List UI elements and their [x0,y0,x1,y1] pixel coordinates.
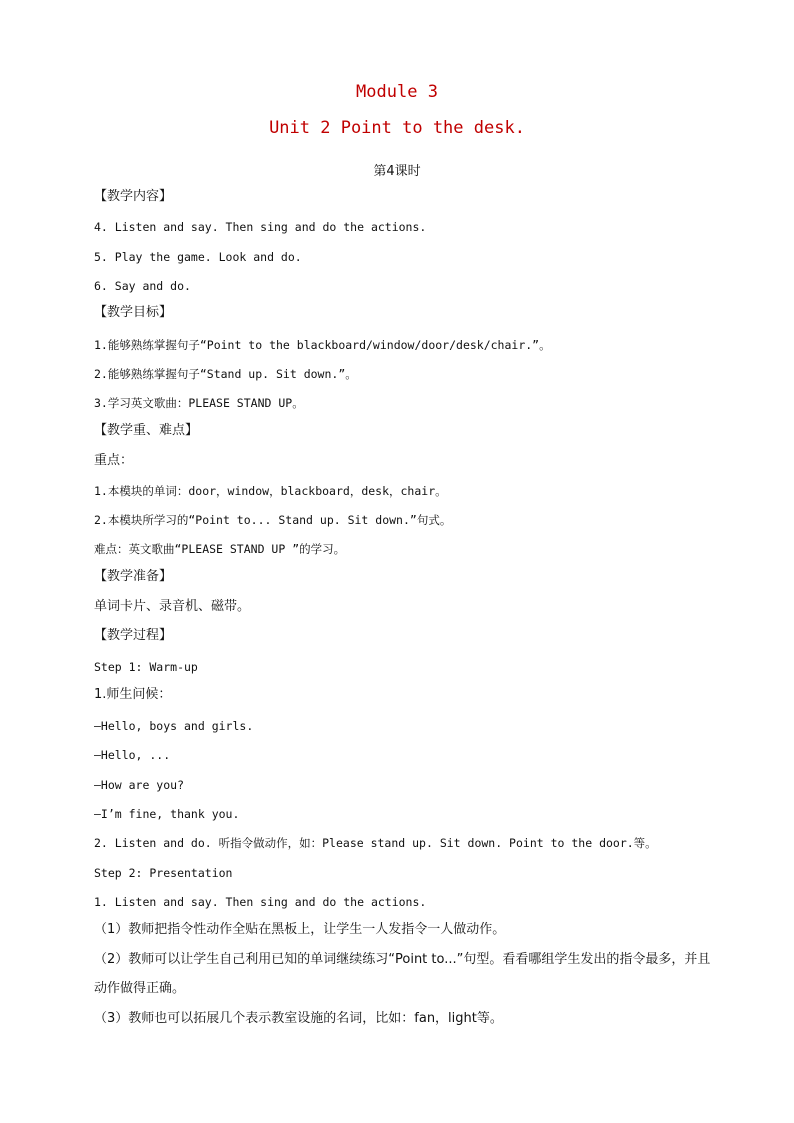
keypoint-item-2: 2.本模块所学习的“Point to... Stand up. Sit down.”句式。 [94,513,452,527]
dialog-line-4: —I’m fine, thank you. [94,807,240,821]
step2-note-2: （2）教师可以让学生自己利用已知的单词继续练习“Point to...”句型。看看哪组学生发出的指令最多，并且动作做得正确。 [94,952,711,996]
lesson-label: 第4课时 [373,164,421,179]
content-item-6: 6. Say and do. [94,279,191,293]
step1-sub1: 1.师生问候： [94,687,172,702]
step2-title: Step 2: Presentation [94,866,233,880]
step2-note-1: （1）教师把指令性动作全贴在黑板上，让学生一人发指令一人做动作。 [94,922,506,937]
module-title: Module 3 [356,82,438,102]
dialog-line-2: —Hello, ... [94,748,171,762]
goals-heading: 【教学目标】 [94,305,173,320]
keypoints-label: 重点： [94,453,134,468]
step2-note-3: （3）教师也可以拓展几个表示教室设施的名词，比如：fan，light等。 [94,1011,503,1026]
goal-item-1: 1.能够熟练掌握句子“Point to the blackboard/window/door/desk/chair.”。 [94,338,551,352]
prep-items: 单词卡片、录音机、磁带。 [94,599,251,614]
keypoints-heading: 【教学重、难点】 [94,423,199,438]
unit-title: Unit 2 Point to the desk. [269,118,525,138]
content-heading: 【教学内容】 [94,189,173,204]
dialog-line-1: —Hello, boys and girls. [94,719,254,733]
goal-item-2: 2.能够熟练掌握句子“Stand up. Sit down.”。 [94,367,357,381]
step2-sub1: 1. Listen and say. Then sing and do the actions. [94,895,427,909]
difficulty-line: 难点：英文歌曲“PLEASE STAND UP ”的学习。 [94,542,346,556]
prep-heading: 【教学准备】 [94,569,173,584]
step1-sub2: 2. Listen and do. 听指令做动作，如：Please stand up. Sit down. Point to the door.等。 [94,836,657,850]
process-heading: 【教学过程】 [94,628,173,643]
content-item-4: 4. Listen and say. Then sing and do the actions. [94,220,427,234]
content-item-5: 5. Play the game. Look and do. [94,250,302,264]
keypoint-item-1: 1.本模块的单词：door，window，blackboard，desk，chair。 [94,484,447,498]
goal-item-3: 3.学习英文歌曲：PLEASE STAND UP。 [94,396,304,410]
step1-title: Step 1: Warm-up [94,660,198,674]
dialog-line-3: —How are you? [94,778,185,792]
